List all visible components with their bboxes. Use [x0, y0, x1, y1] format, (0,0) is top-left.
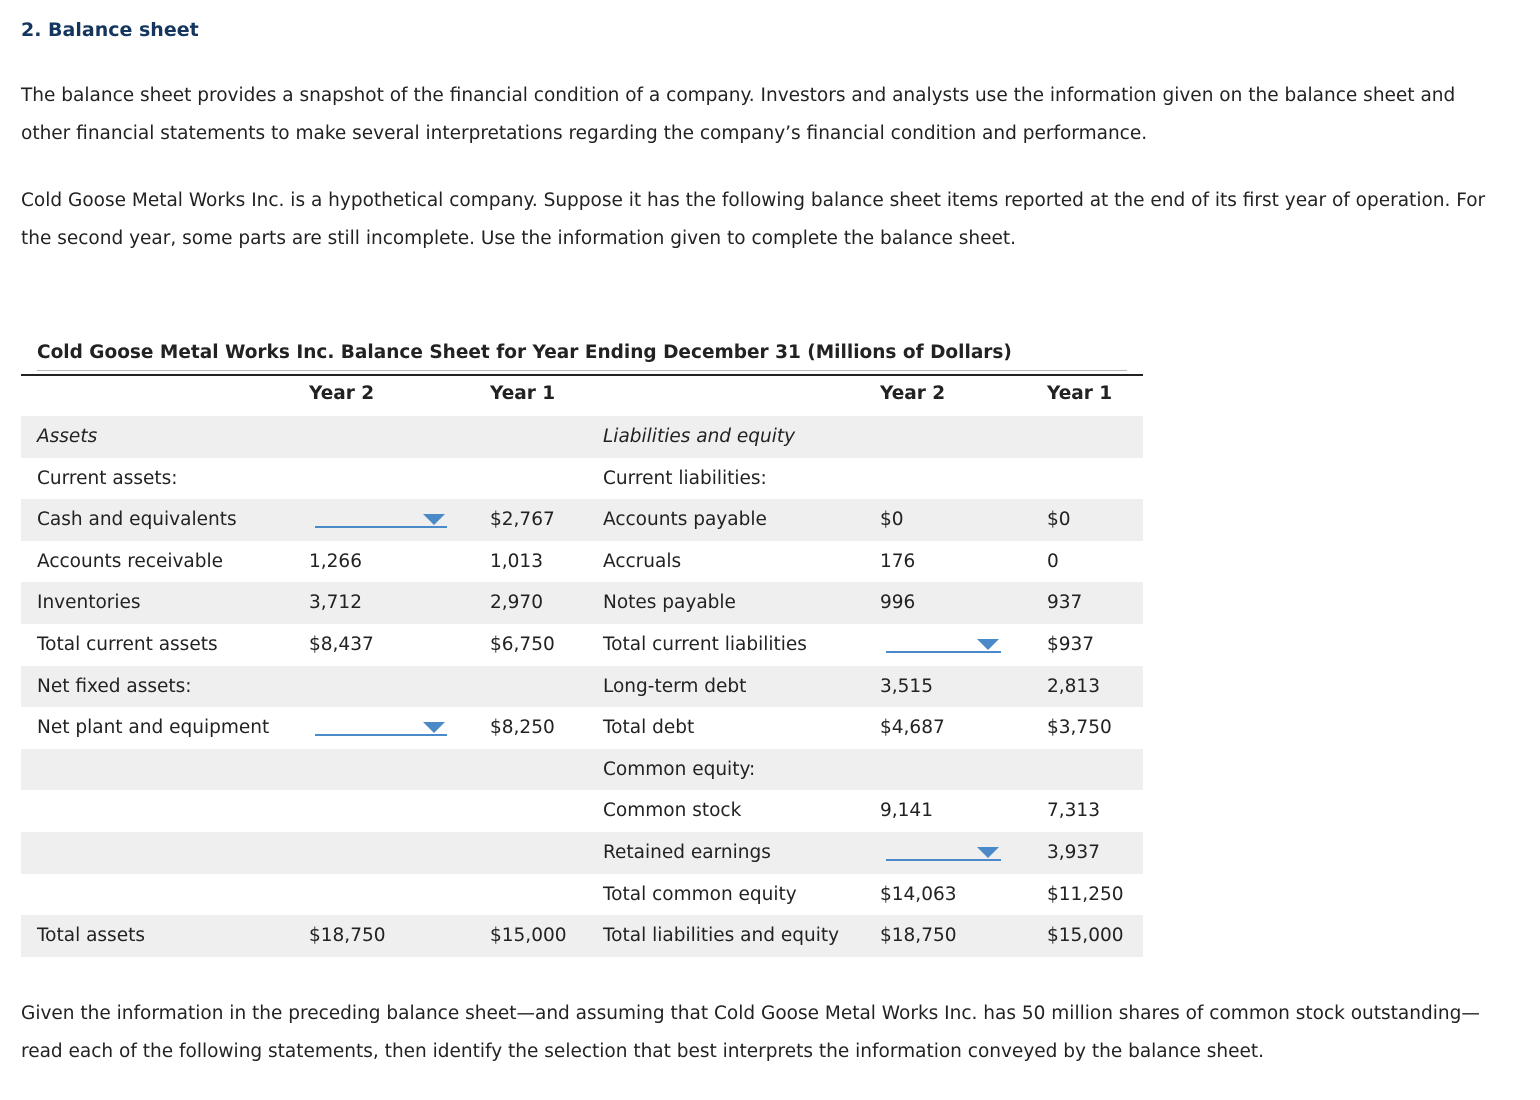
asset-label: Current assets: — [37, 467, 178, 489]
retained-earnings-year2-dropdown[interactable] — [886, 832, 1001, 874]
table-row — [21, 541, 1143, 583]
liab-label: Retained earnings — [603, 841, 771, 863]
liab-year2-value: 996 — [880, 592, 916, 614]
asset-year2-value: 1,266 — [309, 550, 362, 572]
asset-year1-value: $8,250 — [490, 717, 555, 739]
cash-year2-dropdown[interactable] — [315, 499, 447, 541]
section-heading: 2. Balance sheet — [21, 19, 199, 41]
asset-year1-value: $2,767 — [490, 509, 555, 531]
liab-year1-value: 3,937 — [1047, 841, 1100, 863]
asset-year1-value: 1,013 — [490, 550, 543, 572]
total-current-liabilities-year2-dropdown[interactable] — [886, 624, 1001, 666]
asset-year1-value: $15,000 — [490, 925, 567, 947]
liab-year1-value: $937 — [1047, 633, 1095, 655]
liab-label: Accounts payable — [603, 509, 767, 531]
liab-year1-value: 7,313 — [1047, 800, 1100, 822]
table-row — [21, 499, 1143, 541]
table-body — [21, 416, 1143, 957]
asset-year2-value: 3,712 — [309, 592, 362, 614]
asset-year1-value: 2,970 — [490, 592, 543, 614]
table-row — [21, 582, 1143, 624]
liab-year2-value: $4,687 — [880, 717, 945, 739]
liab-label: Total common equity — [603, 883, 797, 905]
asset-year2-value: $18,750 — [309, 925, 386, 947]
liab-year2-value: 9,141 — [880, 800, 933, 822]
asset-label: Net plant and equipment — [37, 717, 270, 739]
table-row — [21, 707, 1143, 749]
liab-year2-value: $14,063 — [880, 883, 957, 905]
table-row — [21, 915, 1143, 957]
liab-year1-value: $0 — [1047, 509, 1071, 531]
liab-label: Liabilities and equity — [603, 426, 796, 447]
table-row — [21, 749, 1143, 791]
liab-label: Long-term debt — [603, 675, 747, 697]
liab-year1-value: $11,250 — [1047, 883, 1124, 905]
liab-year2-value: $0 — [880, 509, 904, 531]
liab-year1-value: 937 — [1047, 592, 1083, 614]
liab-label: Accruals — [603, 550, 682, 572]
liab-year1-value: $3,750 — [1047, 717, 1112, 739]
liab-label: Total debt — [603, 717, 695, 739]
liab-label: Current liabilities: — [603, 467, 767, 489]
liab-year2-value: $18,750 — [880, 925, 957, 947]
asset-label: Assets — [37, 426, 98, 447]
table-rule-thin — [37, 370, 1127, 371]
table-row — [21, 666, 1143, 708]
asset-label: Inventories — [37, 592, 141, 614]
header-assets-year2: Year 2 — [309, 383, 375, 404]
header-liab-year1: Year 1 — [1047, 383, 1113, 404]
table-row — [21, 790, 1143, 832]
net-plant-year2-dropdown[interactable] — [315, 707, 447, 749]
dropdown-arrow-icon — [423, 514, 445, 525]
liab-label: Common equity: — [603, 758, 756, 780]
liab-year1-value: $15,000 — [1047, 925, 1124, 947]
asset-label: Total current assets — [37, 633, 218, 655]
dropdown-arrow-icon — [977, 847, 999, 858]
closing-paragraph: Given the information in the preceding balance sheet—and assuming that Cold Goose Metal Works Inc. has 50 million shares of common stock outstanding—read each of the following statements, then identify the selection that best interprets the information conveyed by the balance sheet. — [21, 1003, 1480, 1062]
liab-label: Notes payable — [603, 592, 736, 614]
dropdown-underline — [315, 734, 447, 736]
table-rule-thick — [21, 374, 1143, 376]
asset-year2-value: $8,437 — [309, 633, 374, 655]
asset-year1-value: $6,750 — [490, 633, 555, 655]
liab-label: Total liabilities and equity — [603, 925, 840, 947]
dropdown-underline — [886, 859, 1001, 861]
table-row — [21, 874, 1143, 916]
intro-paragraph-2: Cold Goose Metal Works Inc. is a hypothetical company. Suppose it has the following balance sheet items reported at the end of its first year of operation. For the second year, some parts are still incomplete. Use the information given to complete the balance sheet. — [21, 190, 1486, 249]
dropdown-arrow-icon — [423, 722, 445, 733]
asset-label: Accounts receivable — [37, 550, 224, 572]
liab-year2-value: 176 — [880, 550, 916, 572]
dropdown-underline — [886, 651, 1001, 653]
asset-label: Total assets — [37, 925, 145, 947]
header-liab-year2: Year 2 — [880, 383, 946, 404]
table-row — [21, 458, 1143, 500]
liab-label: Total current liabilities — [603, 633, 807, 655]
asset-label: Cash and equivalents — [37, 509, 237, 531]
liab-year1-value: 2,813 — [1047, 675, 1100, 697]
table-title: Cold Goose Metal Works Inc. Balance Sheet for Year Ending December 31 (Millions of Dollars) — [37, 342, 1012, 363]
intro-paragraph-1: The balance sheet provides a snapshot of the financial condition of a company. Investors and analysts use the information given on the balance sheet and other financial statements to make several interpretations regarding the company’s financial condition and performance. — [21, 85, 1456, 144]
liab-year2-value: 3,515 — [880, 675, 933, 697]
table-row — [21, 832, 1143, 874]
asset-label: Net fixed assets: — [37, 675, 192, 697]
dropdown-arrow-icon — [977, 639, 999, 650]
liab-label: Common stock — [603, 800, 742, 822]
header-assets-year1: Year 1 — [490, 383, 556, 404]
dropdown-underline — [315, 526, 447, 528]
liab-year1-value: 0 — [1047, 550, 1059, 572]
table-row — [21, 624, 1143, 666]
table-row — [21, 416, 1143, 458]
